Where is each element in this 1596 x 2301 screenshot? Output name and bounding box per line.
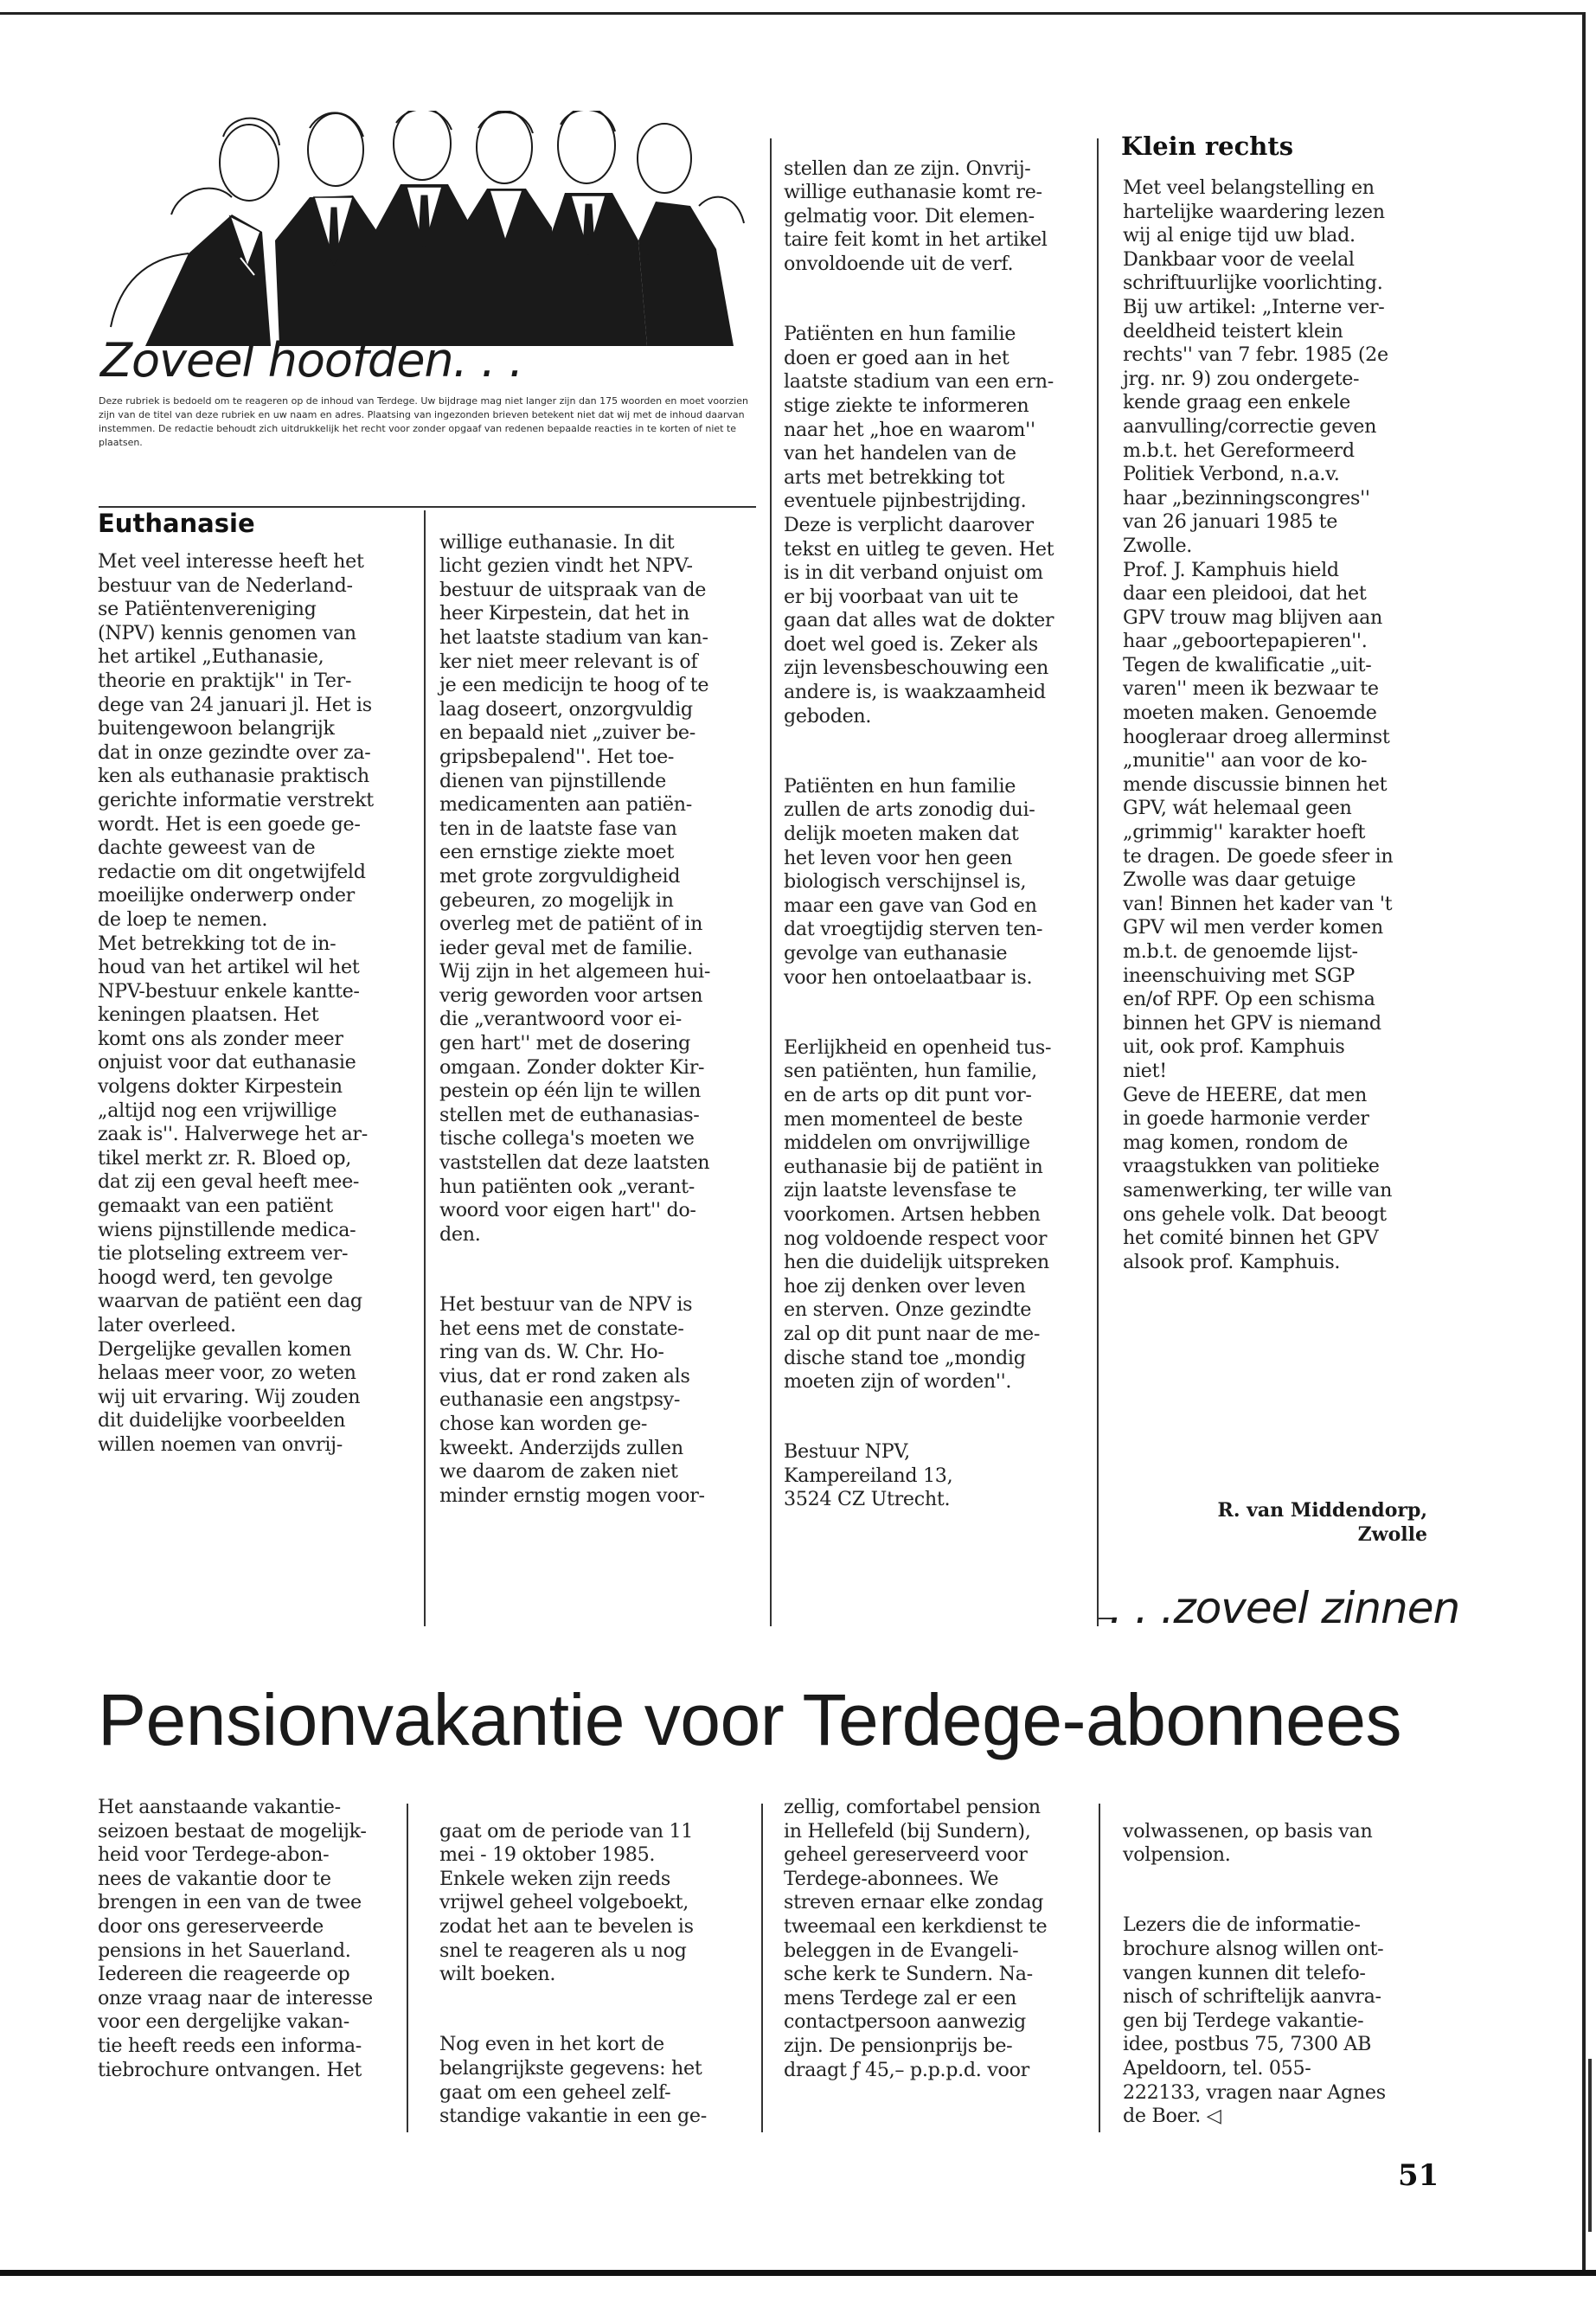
page-border-bottom bbox=[0, 2270, 1596, 2276]
signature-address: Bestuur NPV, Kampereiland 13, 3524 CZ Utrecht. bbox=[784, 1440, 953, 1511]
page-border-right bbox=[1582, 12, 1586, 2272]
column-divider bbox=[1099, 1804, 1100, 2132]
column-divider bbox=[1097, 138, 1099, 1626]
paragraph: gaat om de periode van 11 mei - 19 oktober 1985. Enkele weken zijn reeds vrijwel geheel volgeboekt, zodat het aan te bevelen is snel te reageren als u nog wilt boeken. bbox=[439, 1819, 694, 1986]
pension-column-3: zellig, comfortabel pension in Hellefeld (bij Sundern), geheel gereserveerd voor Terdege-abonnees. We streven ernaar elke zondag tweemaal een kerkdienst te beleggen in de Evangeli- sche kerk te Sundern. Na- mens Terdege zal er een contactpersoon aanwezig zijn. De pensionprijs be- draagt ƒ 45,– p.p.p.d. voor bbox=[784, 1796, 1048, 2081]
page-border-top bbox=[0, 12, 1583, 15]
euthanasie-column-1: Met veel interesse heeft het bestuur van de Nederland- se Patiëntenvereniging (NPV) kennis genomen van het artikel „Euthanasie, theorie en praktijk'' in Ter- dege van 24 januari jl. Het is buitengewoon belangrijk dat in onze gezindte over za- ken als euthanasie praktisch gerichte informatie verstrekt wordt. Het is een goede ge- dachte geweest van de redactie om dit ongetwijfeld moeilijke onderwerp onder de loep te nemen. Met betrekking tot de in- houd van het artikel wil het NPV-bestuur enkele kantte- keningen plaatsen. Het komt ons als zonder meer onjuist voor dat euthanasie volgens dokter Kirpestein „altijd nog een vrijwillige zaak is''. Halverwege het ar- tikel merkt zr. R. Bloed op, dat zij een geval heeft mee- gemaakt van een patiënt wiens pijnstillende medica- tie plotseling extreem ver- hoogd werd, ten gevolge waarvan de patiënt een dag later overleed. Dergelijke gevallen komen helaas meer voor, zo weten wij uit ervaring. Wij zouden dit duidelijke voorbeelden willen noemen van onvrij- bbox=[98, 550, 374, 1456]
page-border-right-mark bbox=[1588, 2059, 1592, 2232]
column-divider bbox=[424, 510, 426, 1626]
euthanasie-column-2 bbox=[439, 507, 760, 1532]
rubric-intro: Deze rubriek is bedoeld om te reageren op de inhoud van Terdege. Uw bijdrage mag niet langer zijn dan 175 woorden en moet voorzien zijn van de titel van deze rubriek en uw naam en adres. Plaatsing van ingezonden brieven betekent niet dat wij met de inhoud daarvan instemmen. De redactie behoudt zich uitdrukkelijk het recht voor zonder opgaaf van redenen bepaalde reacties in te korten of niet te plaatsen. bbox=[99, 395, 748, 448]
paragraph: Eerlijkheid en openheid tus- sen patiënten, hun familie, en de arts op dit punt vor- men momenteel de beste middelen om onvrijwillige euthanasie bij de patiënt in zijn laatste levensfase te voorkomen. Artsen hebben nog voldoende respect voor hen die duidelijk uitspreken hoe zij denken over leven en sterven. Onze gezindte zal op dit punt naar de me- dische stand toe „mondig moeten zijn of worden''. bbox=[784, 1035, 1052, 1394]
column-divider bbox=[407, 1804, 408, 2132]
paragraph: Lezers die de informatie- brochure alsnog willen ont- vangen kunnen dit telefo- nisch of schriftelijk aanvra- gen bij Terdege vakantie- idee, postbus 75, 7300 AB Apeldoorn, tel. 055- 222133, vragen naar Agnes de Boer. ◁ bbox=[1123, 1913, 1386, 2128]
euthanasie-column-3 bbox=[784, 133, 1095, 1536]
column-divider bbox=[761, 1804, 763, 2132]
paragraph: Patiënten en hun familie doen er goed aan in het laatste stadium van een ern- stige ziekte te informeren naar het „hoe en waarom'' van het handelen van de arts met betrekking tot eventuele pijnbestrijding. Deze is verplicht daarover tekst en uitleg te geven. Het is in dit verband onjuist om er bij voorbaat van uit te gaan dat alles wat de dokter doet wel goed is. Zeker als zijn levensbeschouwing een andere is, is waakzaamheid geboden. bbox=[784, 323, 1054, 727]
paragraph: Het bestuur van de NPV is het eens met de constate- ring van ds. W. Chr. Ho- vius, dat er rond zaken als euthanasie een angstpsy- chose kan worden ge- kweekt. Anderzijds zullen we daarom de zaken niet minder ernstig mogen voor- bbox=[439, 1293, 705, 1507]
rubric-footer-title: . . .zoveel zinnen bbox=[1109, 1583, 1460, 1633]
paragraph: Nog even in het kort de belangrijkste gegevens: het gaat om een geheel zelf- standige vakantie in een ge- bbox=[439, 2033, 707, 2128]
crowd-illustration bbox=[93, 111, 751, 346]
klein-rechts-text: Met veel belangstelling en hartelijke waardering lezen wij al enige tijd uw blad. Dankbaar voor de veelal schriftuurlijke voorlichting. Bij uw artikel: „Interne ver- deeldheid teistert klein rechts'' van 7 febr. 1985 (2e jrg. nr. 9) zou ondergete- kende graag een enkele aanvulling/correctie geven m.b.t. het Gereformeerd Politiek Verbond, n.a.v. haar „bezinningscongres'' van 26 januari 1985 te Zwolle. Prof. J. Kamphuis hield daar een pleidooi, dat het GPV trouw mag blijven aan haar „geboortepapieren''. Tegen de kwalificatie „uit- varen'' meen ik bezwaar te moeten maken. Genoemde hoogleraar droeg allerminst „munitie'' aan voor de ko- mende discussie binnen het GPV, wát helemaal geen „grimmig'' karakter hoeft te dragen. De goede sfeer in Zwolle was daar getuige van! Binnen het kader van 't GPV wil men verder komen m.b.t. de genoemde lijst- ineenschuiving met SGP en/of RPF. Op een schisma binnen het GPV is niemand uit, ook prof. Kamphuis niet! Geve de HEERE, dat men in goede harmonie verder mag komen, rondom de vraagstukken van politieke samenwerking, ter wille van ons gehele volk. Dat beoogt het comité binnen het GPV alsook prof. Kamphuis. bbox=[1123, 176, 1394, 1273]
paragraph: willige euthanasie. In dit licht gezien vindt het NPV- bestuur de uitspraak van de heer Kirpestein, dat het in het laatste stadium van kan- ker niet meer relevant is of je een medicijn te hoog of te laag doseert, onzorgvuldig en bepaald niet „zuiver be- gripsbepalend''. Het toe- dienen van pijnstillende medicamenten aan patiën- ten in de laatste fase van een ernstige ziekte moet met grote zorgvuldigheid gebeuren, zo mogelijk in overleg met de patiënt of in ieder geval met de familie. Wij zijn in het algemeen hui- verig geworden voor artsen die „verantwoord voor ei- gen hart'' met de dosering omgaan. Zonder dokter Kir- pestein op één lijn te willen stellen met de euthanasias- tische collega's moeten we vaststellen dat deze laatsten hun patiënten ook „verant- woord voor eigen hart'' do- den. bbox=[439, 530, 711, 1246]
article-title-pension: Pensionvakantie voor Terdege-abonnees bbox=[98, 1679, 1402, 1760]
pension-column-4 bbox=[1123, 1796, 1434, 2152]
article-heading-euthanasie: Euthanasie bbox=[98, 509, 255, 538]
paragraph: volwassenen, op basis van volpension. bbox=[1123, 1819, 1373, 1867]
letter-signature: R. van Middendorp, Zwolle bbox=[1217, 1499, 1427, 1546]
pension-column-2 bbox=[439, 1796, 751, 2152]
article-heading-klein-rechts: Klein rechts bbox=[1121, 131, 1294, 161]
pension-column-1: Het aanstaande vakantie- seizoen bestaat de mogelijk- heid voor Terdege-abon- nees de vakantie door te brengen in een van de twee door ons gereserveerde pensions in het Sauerland. Iedereen die reageerde op onze vraag naar de interesse voor een dergelijke vakan- tie heeft reeds een informa- tiebrochure ontvangen. Het bbox=[98, 1796, 373, 2081]
page-number: 51 bbox=[1398, 2158, 1439, 2193]
column-divider bbox=[770, 138, 772, 1626]
paragraph: stellen dan ze zijn. Onvrij- willige euthanasie komt re- gelmatig voor. Dit elemen- taire feit komt in het artikel onvoldoende uit de verf. bbox=[784, 157, 1048, 275]
paragraph: Patiënten en hun familie zullen de arts zonodig dui- delijk moeten maken dat het leven voor hen geen biologisch verschijnsel is, maar een gave van God en dat vroegtijdig sterven ten- gevolge van euthanasie voor hen ontoelaatbaar is. bbox=[784, 774, 1043, 989]
rubric-title: Zoveel hoofden. . . bbox=[100, 333, 523, 388]
